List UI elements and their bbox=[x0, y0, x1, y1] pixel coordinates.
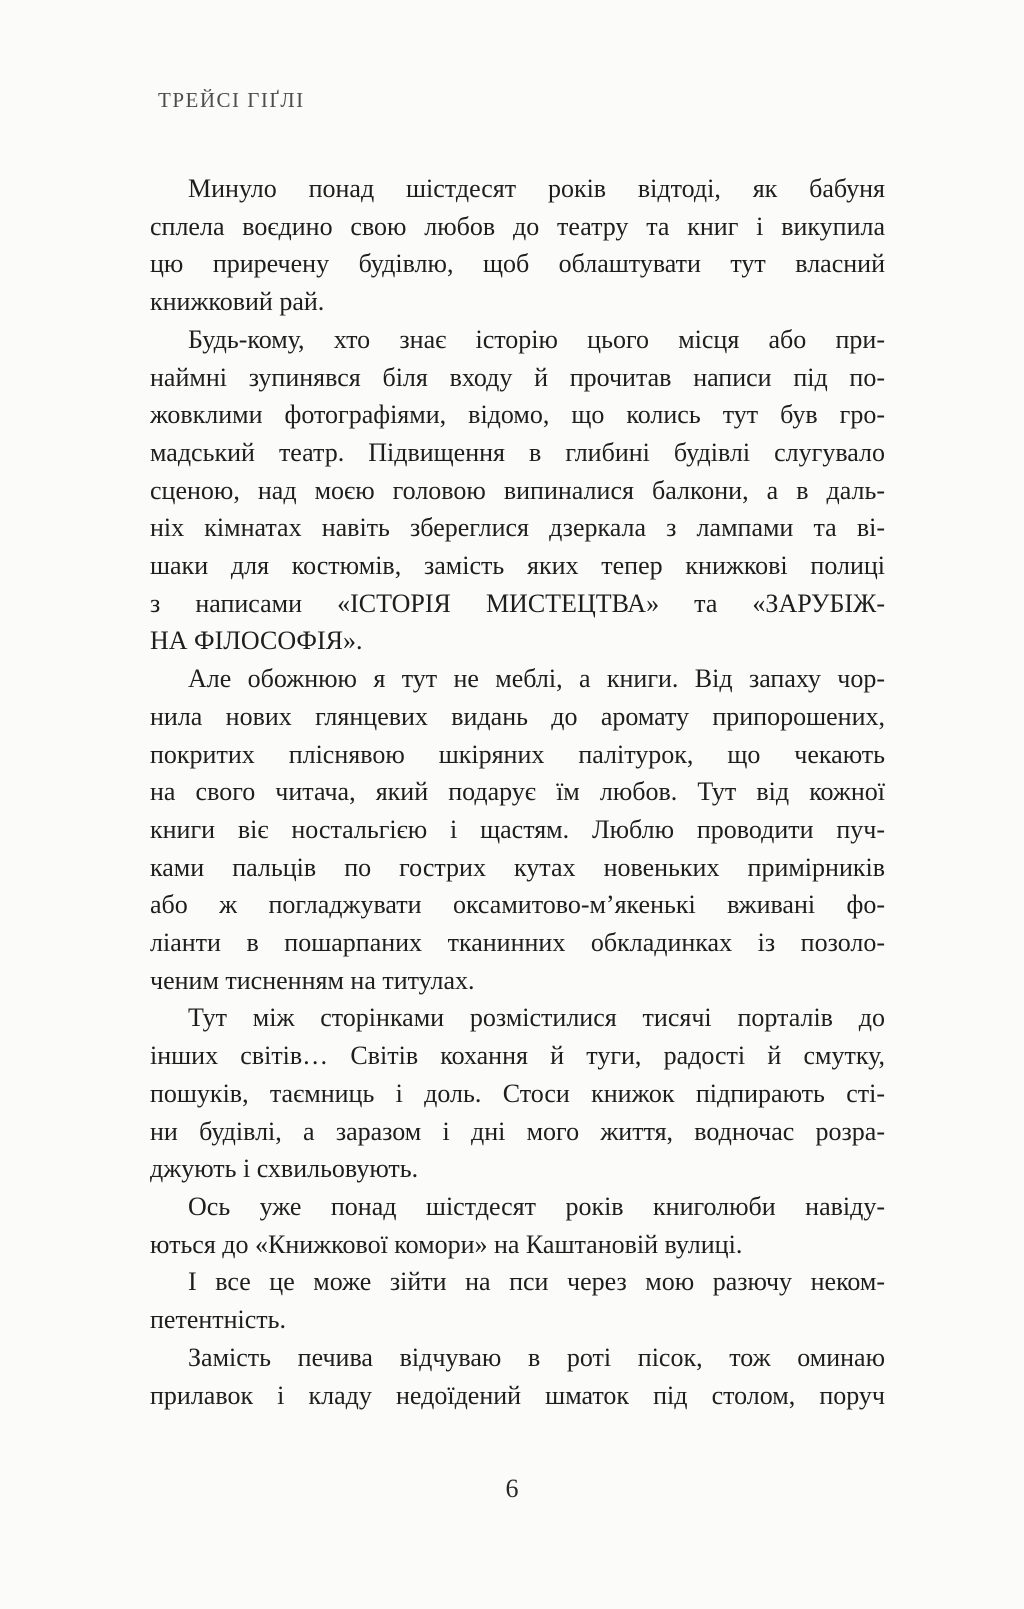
paragraph bbox=[150, 1339, 885, 1414]
text-line: Замість печива відчуваю в роті пісок, тож оминаю bbox=[188, 1342, 885, 1372]
text-line: ками пальців по гострих кутах новеньких примірників bbox=[150, 852, 885, 882]
paragraph bbox=[150, 321, 885, 660]
text-line: на свого читача, який подарує їм любов. Тут від кожної bbox=[150, 777, 885, 807]
text-line: ніх кімнатах навіть збереглися дзеркала з лампами та ві- bbox=[150, 513, 885, 543]
paragraph bbox=[150, 170, 885, 321]
text-line: Тут між сторінками розмістилися тисячі порталів до bbox=[188, 1003, 885, 1033]
text-line: сценою, над моєю головою випиналися балкони, а в даль- bbox=[150, 475, 885, 505]
text-line: інших світів… Світів кохання й туги, радості й смутку, bbox=[150, 1041, 885, 1071]
paragraph bbox=[150, 1263, 885, 1338]
paragraph bbox=[150, 1188, 885, 1263]
text-line: жовклими фотографіями, відомо, що колись тут був гро- bbox=[150, 400, 885, 430]
text-line: ченим тисненням на титулах. bbox=[150, 965, 475, 995]
text-line: прилавок і кладу недоїдений шматок під столом, поруч bbox=[150, 1380, 885, 1410]
paragraph bbox=[150, 999, 885, 1188]
paragraph bbox=[150, 660, 885, 999]
text-line: Ось уже понад шістдесят років книголюби навіду- bbox=[188, 1191, 885, 1221]
text-line: наймні зупинявся біля входу й прочитав написи під по- bbox=[150, 362, 885, 392]
text-line: книги віє ностальгією і щастям. Люблю проводити пуч- bbox=[150, 814, 885, 844]
text-line: з написами «ІСТОРІЯ МИСТЕЦТВА» та «ЗАРУБІЖ- bbox=[150, 588, 885, 618]
page-number: 6 bbox=[505, 1474, 519, 1503]
text-line: ються до «Книжкової комори» на Каштановій вулиці. bbox=[150, 1229, 743, 1259]
text-line: ліанти в пошарпаних тканинних обкладинках із позоло- bbox=[150, 928, 885, 958]
text-line: петентність. bbox=[150, 1305, 287, 1335]
text-line: нила нових глянцевих видань до аромату припорошених, bbox=[150, 701, 885, 731]
text-line: сплела воєдино свою любов до театру та книг і викупила bbox=[150, 211, 885, 241]
text-line: покритих пліснявою шкіряних палітурок, що чекають bbox=[150, 739, 885, 769]
text-block bbox=[150, 170, 885, 1414]
text-line: пошуків, таємниць і доль. Стоси книжок підпирають сті- bbox=[150, 1078, 885, 1108]
text-line: шаки для костюмів, замість яких тепер книжкові полиці bbox=[150, 551, 885, 581]
text-line: мадський театр. Підвищення в глибині будівлі слугувало bbox=[150, 437, 885, 467]
running-header: ТРЕЙСІ ГІҐЛІ bbox=[158, 88, 305, 112]
text-line: ни будівлі, а заразом і дні мого життя, водночас розра- bbox=[150, 1116, 885, 1146]
text-line: джують і схвильовують. bbox=[150, 1154, 419, 1184]
text-line: Минуло понад шістдесят років відтоді, як бабуня bbox=[188, 174, 885, 203]
text-line: або ж погладжувати оксамитово-м’якенькі вживані фо- bbox=[150, 890, 885, 920]
text-line: Але обожнюю я тут не меблі, а книги. Від запаху чор- bbox=[188, 664, 885, 694]
text-line: І все це може зійти на пси через мою разючу неком- bbox=[188, 1267, 885, 1297]
text-line: цю приречену будівлю, щоб облаштувати тут власний bbox=[150, 249, 885, 279]
text-line: книжковий рай. bbox=[150, 287, 325, 317]
text-line: Будь-кому, хто знає історію цього місця або при- bbox=[188, 324, 885, 354]
text-line: НА ФІЛОСОФІЯ». bbox=[150, 626, 363, 656]
